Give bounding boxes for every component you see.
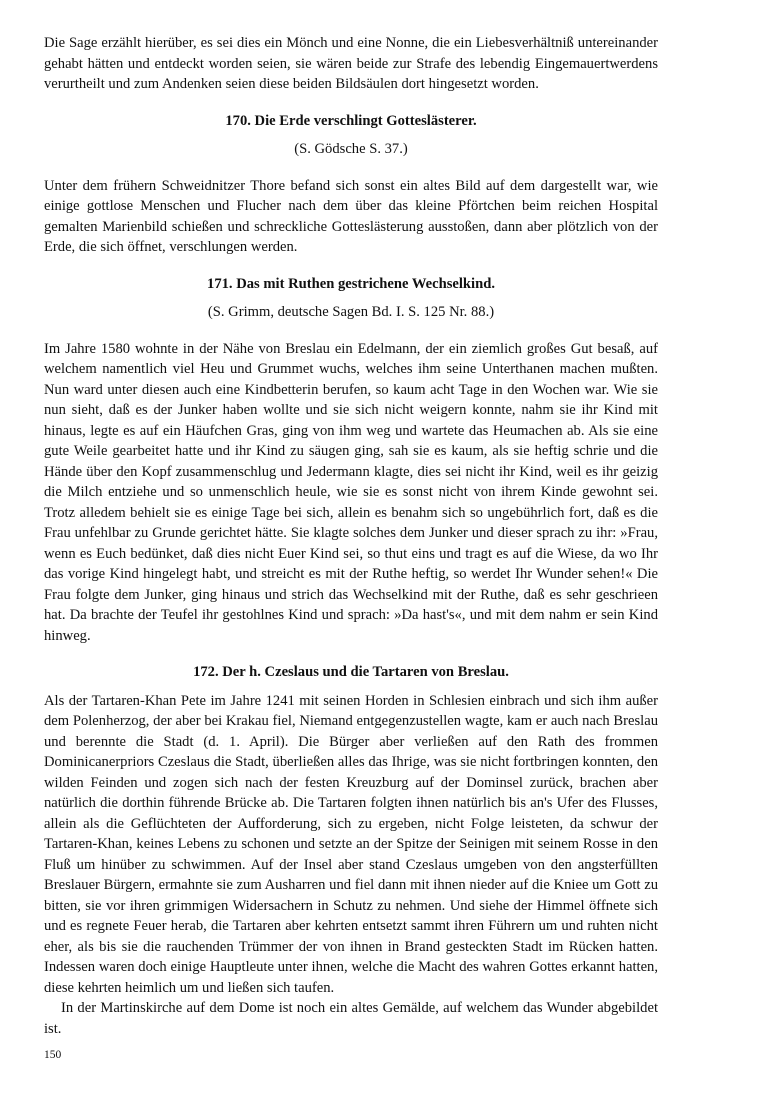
section-172-paragraph-2: In der Martinskirche auf dem Dome ist noch ein altes Gemälde, auf welchem das Wunder abgebildet ist.: [44, 1000, 658, 1037]
section-171-source: (S. Grimm, deutsche Sagen Bd. I. S. 125 Nr. 88.): [207, 304, 495, 320]
section-170-source: (S. Gödsche S. 37.): [294, 141, 408, 157]
intro-paragraph: Die Sage erzählt hierüber, es sei dies ein Mönch und eine Nonne, die ein Liebesverhältniß untereinander gehabt hätten und entdeckt worden seien, sie wären beide zur Strafe des lebendig Eingemauertwerdens verurtheilt und zum Andenken seien diese beiden Bildsäulen dort hingesetzt worden.: [44, 35, 658, 92]
page-number: 150: [44, 1049, 62, 1061]
section-171-paragraph: Im Jahre 1580 wohnte in der Nähe von Breslau ein Edelmann, der ein ziemlich großes Gut besaß, auf welchem namentlich viel Heu und Grummet wuchs, welches ihm seine Unterthanen machen mußten. Nun ward unter diesen auch eine Kindbetterin berufen, so kaum acht Tage in den Wochen war. Wie sie nun sieht, daß es der Junker haben wollte und sie sich nicht weigern konnte, nahm sie ihr Kind mit hinaus, legte es auf ein Häufchen Gras, ging von ihm weg und wartete das Heumachen ab. Als sie eine gute Weile gearbeitet hatte und ihr Kind zu säugen ging, sah sie es kaum, als sie heftig schrie und die Hände über den Kopf zusammenschlug und Jedermann klagte, dies sei nicht ihr Kind, weil es ihr geizig die Milch entziehe und so unmenschlich heule, wie sie es sonst nicht von ihrem Kinde gewohnt sei. Trotz alledem behielt sie es einige Tage bei sich, allein es benahm sich so ungebührlich fort, daß es die Frau unfehlbar zu Grunde gerichtet hätte. Sie klagte solches dem Junker und dieser sprach zu ihr: »Frau, wenn es Euch bedünket, daß dies nicht Euer Kind sei, so thut eins und tragt es auf die Wiese, da wo Ihr das vorige Kind hingelegt habt, und streicht es mit der Ruthe heftig, so werdet Ihr Wunder sehen!« Die Frau folgte dem Junker, ging hinaus und strich das Wechselkind mit der Ruthe, daß es sehr geschrieen hat. Da brachte der Teufel ihr gestohlnes Kind und sprach: »Da hast's«, und mit dem nahm er sein Kind hinweg.: [44, 340, 658, 644]
page-body: [44, 33, 658, 1039]
section-171-heading: 171. Das mit Ruthen gestrichene Wechselkind.: [207, 275, 495, 292]
section-172-heading: 172. Der h. Czeslaus und die Tartaren von Breslau.: [193, 664, 509, 680]
section-170-heading: 170. Die Erde verschlingt Gotteslästerer.: [225, 112, 477, 129]
section-172-paragraph: Als der Tartaren-Khan Pete im Jahre 1241 mit seinen Horden in Schlesien einbrach und sich ihm außer dem Polenherzog, der aber bei Krakau fiel, Niemand entgegenzustellen wagte, kam er auch nach Breslau und berennte die Stadt (d. 1. April). Die Bürger aber verließen auf den Rath des frommen Dominicanerpriors Czeslaus die Stadt, überließen alles das Ihrige, was sie nicht fortbringen konnten, den wilden Feinden und zogen sich nach der festen Kreuzburg auf der Dominsel zurück, brachen aber natürlich die dorthin führende Brücke ab. Die Tartaren folgten ihnen natürlich bis an's Ufer des Flusses, allein als die Geflüchteten der Aufforderung, sich zu ergeben, nicht Folge leisteten, da schwur der Tartaren-Khan, keines Lebens zu schonen und setzte an der Spitze der Seinigen mit seinem Rosse in den Fluß um hinüber zu schwimmen. Auf der Insel aber stand Czeslaus umgeben von den angsterfüllten Breslauer Bürgern, ermahnte sie zum Ausharren und fiel dann mit ihnen nieder auf die Kniee um Gott zu bitten, sie vor ihren grimmigen Widersachern in Schutz zu nehmen. Und siehe der Himmel öffnete sich und es regnete Feuer herab, die Tartaren aber kehrten entsetzt sammt ihren Führern um und ruhten nicht eher, als bis sie die rauchenden Trümmer der von ihnen in Brand gesteckten Stadt im Rücken hatten. Indessen waren doch einige Hauptleute unter ihnen, welche die Macht des wahren Gottes erkannt hatten, diese kehrten heimlich um und ließen sich taufen.: [44, 692, 658, 996]
section-170-paragraph: Unter dem frühern Schweidnitzer Thore befand sich sonst ein altes Bild auf dem dargestellt war, wie einige gottlose Menschen und Flucher nach dem über das kleine Pförtchen beim reichen Hospital gemalten Marienbild schießen und schreckliche Gotteslästerung ausstoßen, dann aber plötzlich von der Erde, die sich öffnet, verschlungen werden.: [44, 177, 658, 255]
